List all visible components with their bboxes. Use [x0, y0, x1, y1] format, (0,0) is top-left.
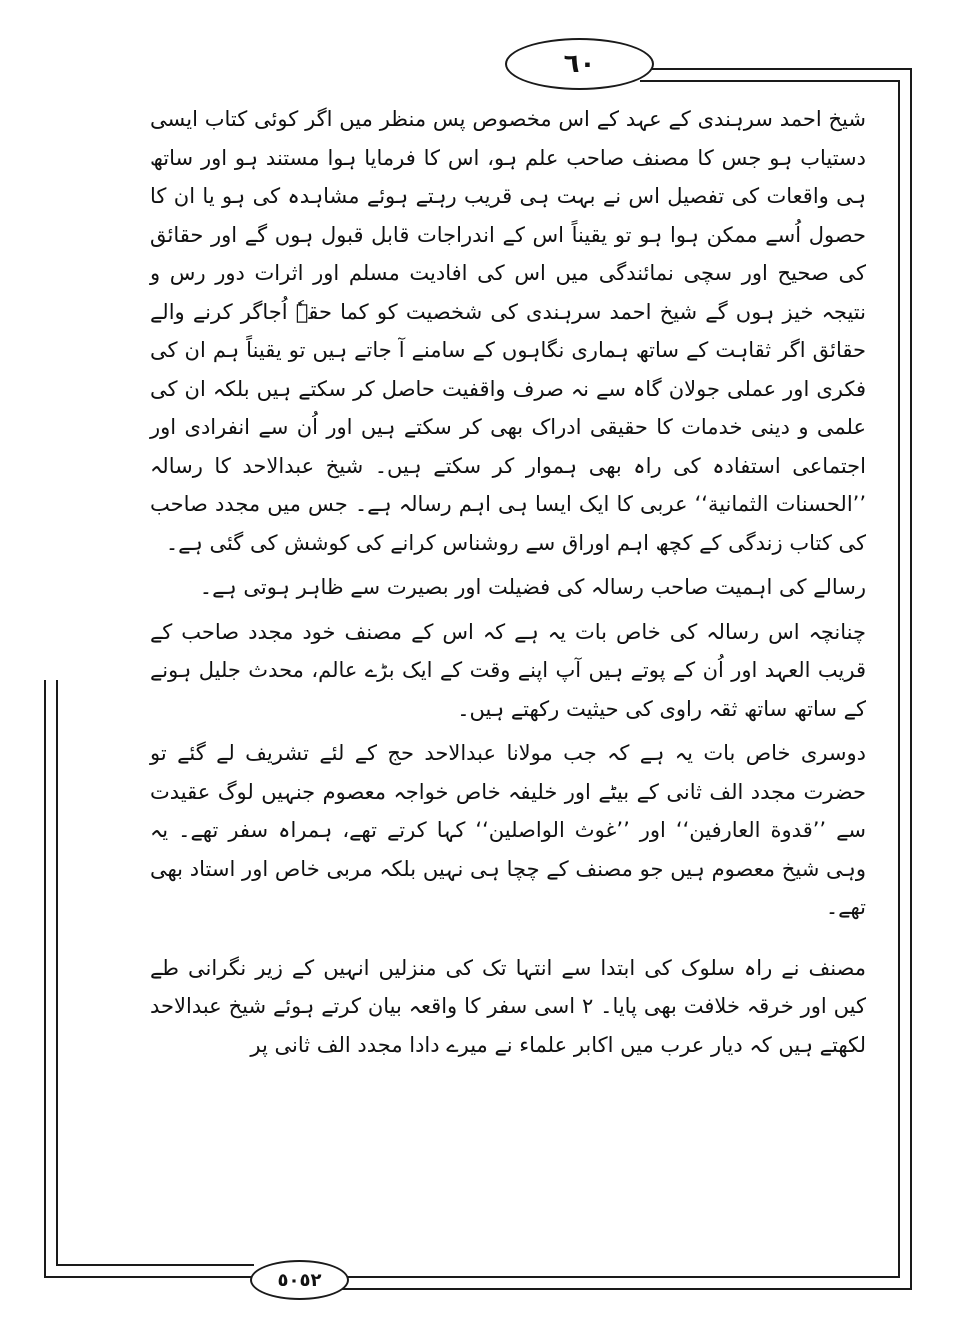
- footer-code-oval: [250, 1260, 349, 1300]
- frame-top-inner: [640, 80, 900, 82]
- page-number: ٦٠: [563, 49, 596, 79]
- frame-right-outer: [910, 68, 912, 1288]
- paragraph-1: شیخ احمد سرہندی کے عہد کے اس مخصوص پس منظر میں اگر کوئی کتاب ایسی دستیاب ہو جس کا مصنف صاحب علم ہو، اس کا فرمایا ہوا مستند ہو اور ساتھ ہی واقعات کی تفصیل اس نے بہت ہی قریب رہتے ہوئے مشاہدہ کی ہو یا ان کا حصول اُسے ممکن ہوا ہو تو یقیناً اس کے اندراجات قابل قبول ہوں گے اور حقائق کی صحیح اور سچی نمائندگی میں اس کی افادیت مسلم اور اثرات دور رس و نتیجہ خیز ہوں گے شیخ احمد سرہندی کی شخصیت کو کما حقہٗ اُجاگر کرنے والے حقائق اگر ثقاہت کے ساتھ ہماری نگاہوں کے سامنے آ جاتے ہیں تو یقیناً ہم ان کی فکری اور عملی جولان گاہ سے نہ صرف واقفیت حاصل کر سکتے ہیں بلکہ ان کی علمی و دینی خدمات کا حقیقی ادراک بھی کر سکتے ہیں اور اُن سے انفرادی اور اجتماعی استفادہ کی راہ بھی ہموار کر سکتے ہیں۔ شیخ عبدالاحد کا رسالہ ’’الحسنات الثمانیة‘‘ عربی کا ایک ایسا ہی اہم رسالہ ہے۔ جس میں مجدد صاحب کی کتاب زندگی کے کچھ اہم اوراق سے روشناس کرانے کی کوشش کی گئی ہے۔: [150, 107, 866, 555]
- frame-right-inner: [898, 80, 900, 1276]
- frame-left-outer: [44, 680, 46, 1276]
- paragraph-4: دوسری خاص بات یہ ہے کہ جب مولانا عبدالاحد حج کے لئے تشریف لے گئے تو حضرت مجدد الف ثانی کے بیٹے اور خلیفہ خاص خواجہ معصوم جنہیں لوگ عقیدت سے ’’قدوة العارفین‘‘ اور ’’غوث الواصلین‘‘ کہا کرتے تھے، ہمراہ سفر تھے۔ یہ وہی شیخ معصوم ہیں جو مصنف کے چچا ہی نہیں بلکہ مربی خاص اور استاد بھی تھے۔: [150, 741, 866, 919]
- paragraph-2: رسالے کی اہمیت صاحب رسالہ کی فضیلت اور بصیرت سے ظاہر ہوتی ہے۔: [199, 575, 866, 599]
- paragraph-5: مصنف نے راہ سلوک کی ابتدا سے انتہا تک کی منزلیں انہیں کے زیر نگرانی طے کیں اور خرقہ خلافت بھی پایا۔ ۲ اسی سفر کا واقعہ بیان کرتے ہوئے شیخ عبدالاحد لکھتے ہیں کہ دیار عرب میں اکابر علماء نے میرے دادا مجدد الف ثانی پر: [150, 955, 866, 1057]
- frame-bottom-left-inner: [56, 1264, 254, 1266]
- page-number-oval: [505, 38, 654, 90]
- frame-bottom-outer: [340, 1288, 912, 1290]
- frame-bottom-inner: [340, 1276, 900, 1278]
- page-body: [150, 100, 866, 1064]
- frame-bottom-left-outer: [44, 1276, 254, 1278]
- paragraph-3: چنانچہ اس رسالہ کی خاص بات یہ ہے کہ اس کے مصنف خود مجدد صاحب کے قریب العہد اور اُن کے پوتے ہیں آپ اپنے وقت کے ایک بڑے عالم، محدث جلیل ہونے کے ساتھ ساتھ ثقہ راوی کی حیثیت رکھتے ہیں۔: [150, 619, 866, 721]
- footer-code: ٥٠٥٢: [277, 1269, 322, 1291]
- frame-top-outer: [640, 68, 912, 70]
- frame-left-inner: [56, 680, 58, 1264]
